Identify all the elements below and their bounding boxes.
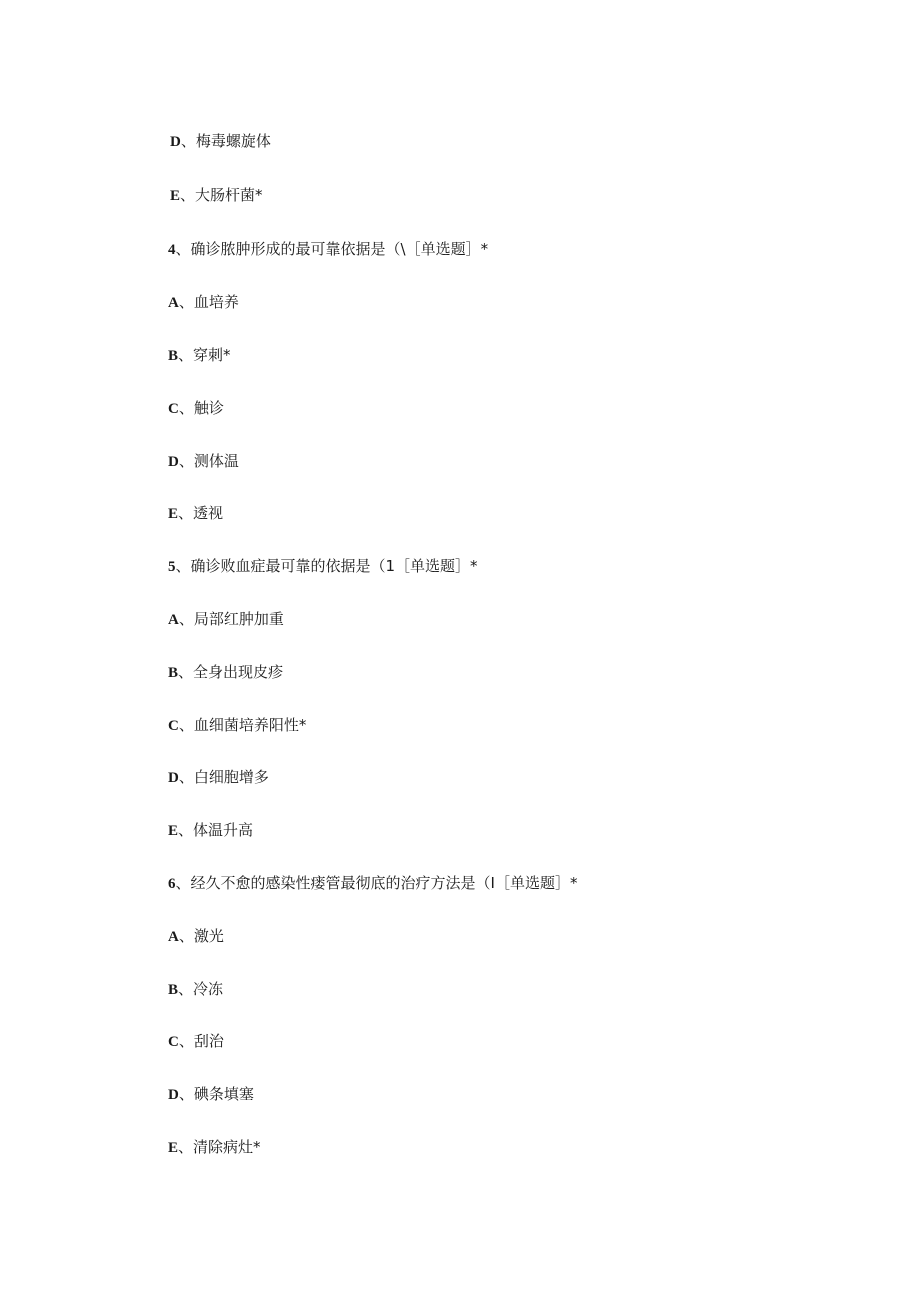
- separator: 、: [178, 1138, 194, 1156]
- option-text: 激光: [193, 927, 224, 945]
- option-text: 体温升高: [193, 821, 254, 839]
- option-line: [168, 448, 239, 474]
- option-line: [168, 659, 283, 685]
- option-text: 碘条填塞: [193, 1085, 254, 1103]
- option-label: C: [168, 401, 179, 417]
- option-text: 白细胞增多: [193, 768, 269, 786]
- question-number: 4: [168, 242, 176, 258]
- question-text: 确诊脓肿形成的最可靠依据是（\［单选题］*: [190, 240, 489, 258]
- separator: 、: [178, 452, 194, 470]
- separator: 、: [175, 557, 191, 575]
- option-line: [168, 342, 231, 368]
- option-line: [168, 817, 253, 843]
- separator: 、: [178, 927, 194, 945]
- question-line: [168, 236, 488, 262]
- option-text: 大肠杆菌*: [195, 186, 263, 204]
- separator: 、: [178, 610, 194, 628]
- option-text: 局部红肿加重: [193, 610, 284, 628]
- separator: 、: [178, 663, 194, 681]
- option-line: [168, 712, 306, 738]
- option-label: B: [168, 982, 179, 998]
- option-text: 刮治: [193, 1032, 224, 1050]
- option-label: A: [168, 612, 179, 628]
- option-label: E: [170, 188, 181, 204]
- option-line: [168, 764, 269, 790]
- option-label: D: [168, 1087, 179, 1103]
- separator: 、: [178, 768, 194, 786]
- separator: 、: [178, 399, 194, 417]
- separator: 、: [178, 504, 194, 522]
- option-label: B: [168, 348, 179, 364]
- option-line: [168, 606, 284, 632]
- question-number: 6: [168, 876, 176, 892]
- separator: 、: [178, 980, 194, 998]
- option-line: [168, 1134, 261, 1160]
- option-text: 触诊: [193, 399, 224, 417]
- option-line: [168, 395, 224, 421]
- option-label: C: [168, 718, 179, 734]
- option-line: [170, 182, 263, 208]
- separator: 、: [180, 186, 196, 204]
- option-label: A: [168, 295, 179, 311]
- option-line: [168, 289, 239, 315]
- question-line: [168, 870, 577, 896]
- separator: 、: [178, 1085, 194, 1103]
- option-text: 血培养: [193, 293, 239, 311]
- separator: 、: [178, 1032, 194, 1050]
- option-line: [168, 923, 224, 949]
- option-label: E: [168, 506, 179, 522]
- option-line: [168, 1028, 224, 1054]
- separator: 、: [180, 132, 196, 150]
- option-line: [170, 128, 271, 154]
- option-text: 测体温: [193, 452, 239, 470]
- separator: 、: [175, 240, 191, 258]
- option-text: 血细菌培养阳性*: [193, 716, 307, 734]
- option-label: E: [168, 1140, 179, 1156]
- option-label: A: [168, 929, 179, 945]
- option-line: [168, 500, 223, 526]
- option-line: [168, 1081, 254, 1107]
- option-label: B: [168, 665, 179, 681]
- question-number: 5: [168, 559, 176, 575]
- option-label: D: [168, 770, 179, 786]
- option-label: E: [168, 823, 179, 839]
- option-text: 穿刺*: [193, 346, 231, 364]
- option-label: D: [168, 454, 179, 470]
- separator: 、: [178, 716, 194, 734]
- option-label: D: [170, 134, 181, 150]
- option-text: 冷冻: [193, 980, 224, 998]
- question-line: [168, 553, 478, 579]
- separator: 、: [178, 346, 194, 364]
- question-text: 确诊败血症最可靠的依据是（1［单选题］*: [190, 557, 478, 575]
- option-label: C: [168, 1034, 179, 1050]
- question-text: 经久不愈的感染性瘘管最彻底的治疗方法是（I［单选题］*: [190, 874, 578, 892]
- option-text: 透视: [193, 504, 224, 522]
- option-text: 全身出现皮疹: [193, 663, 284, 681]
- separator: 、: [175, 874, 191, 892]
- option-text: 梅毒螺旋体: [195, 132, 271, 150]
- option-line: [168, 976, 223, 1002]
- separator: 、: [178, 293, 194, 311]
- separator: 、: [178, 821, 194, 839]
- option-text: 清除病灶*: [193, 1138, 261, 1156]
